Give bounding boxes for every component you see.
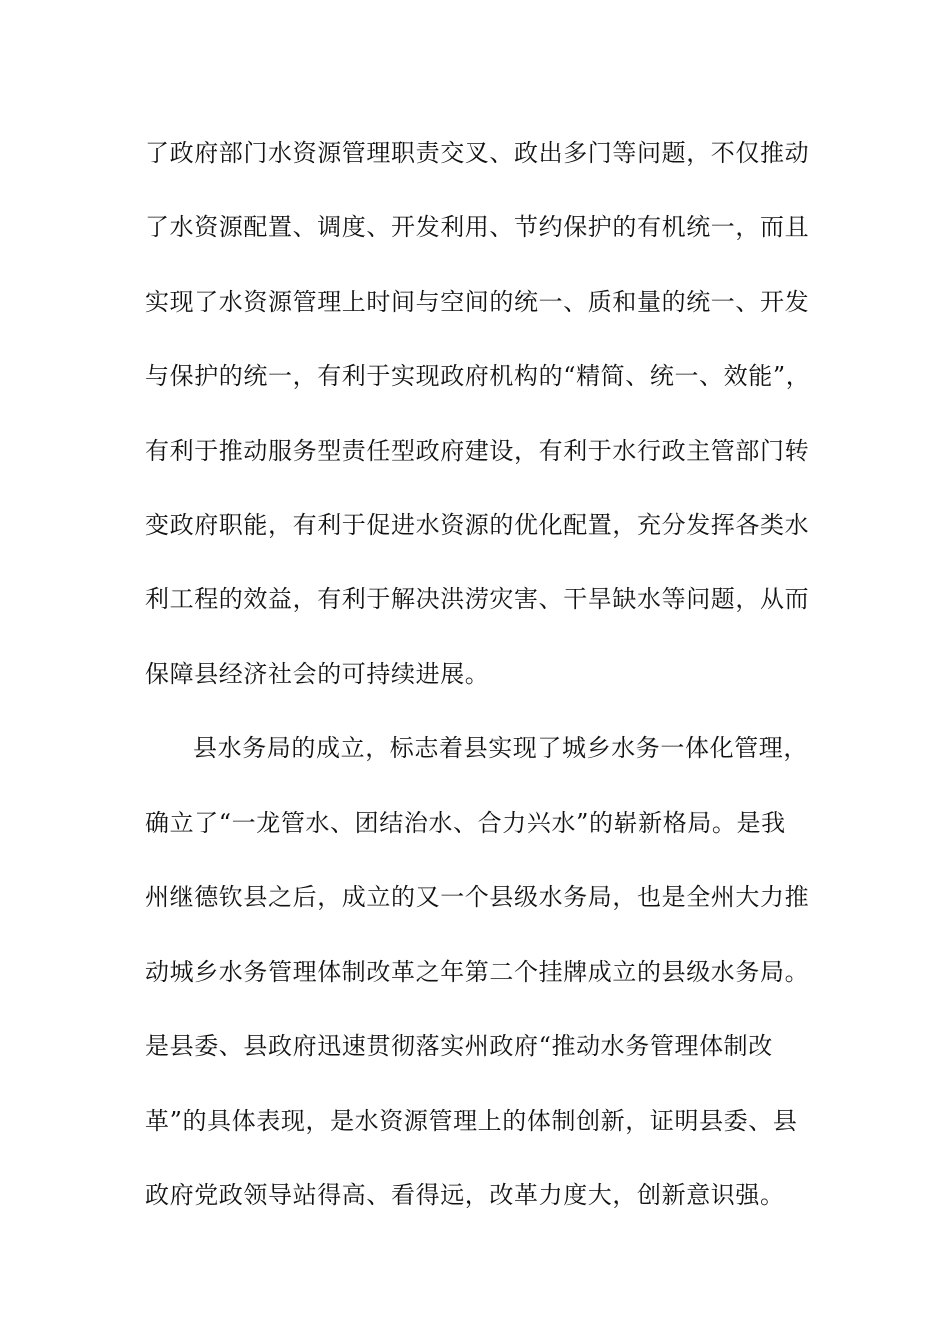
text-line: 与保护的统一，有利于实现政府机构的“精简、统一、效能”，	[145, 362, 811, 390]
text-line: 是县委、县政府迅速贯彻落实州政府“推动水务管理体制改	[145, 1032, 773, 1060]
text-line: 了水资源配置、调度、开发利用、节约保护的有机统一，而且	[145, 213, 810, 241]
text-line: 实现了水资源管理上时间与空间的统一、质和量的统一、开发	[145, 288, 810, 316]
text-line: 州继德钦县之后，成立的又一个县级水务局，也是全州大力推	[145, 883, 810, 911]
text-line: 动城乡水务管理体制改革之年第二个挂牌成立的县级水务局。	[145, 958, 810, 986]
text-line: 县水务局的成立，标志着县实现了城乡水务一体化管理，	[193, 734, 808, 762]
text-line: 有利于推动服务型责任型政府建设，有利于水行政主管部门转	[145, 437, 810, 465]
text-line: 革”的具体表现，是水资源管理上的体制创新，证明县委、县	[145, 1107, 798, 1135]
text-line: 变政府职能，有利于促进水资源的优化配置，充分发挥各类水	[145, 511, 810, 539]
text-line: 确立了“一龙管水、团结治水、合力兴水”的崭新格局。是我	[145, 809, 786, 837]
text-line: 保障县经济社会的可持续进展。	[145, 660, 490, 688]
text-line: 了政府部门水资源管理职责交叉、政出多门等问题，不仅推动	[145, 139, 810, 167]
text-line: 利工程的效益，有利于解决洪涝灾害、干旱缺水等问题，从而	[145, 585, 810, 613]
text-line: 政府党政领导站得高、看得远，改革力度大，创新意识强。	[145, 1181, 785, 1209]
